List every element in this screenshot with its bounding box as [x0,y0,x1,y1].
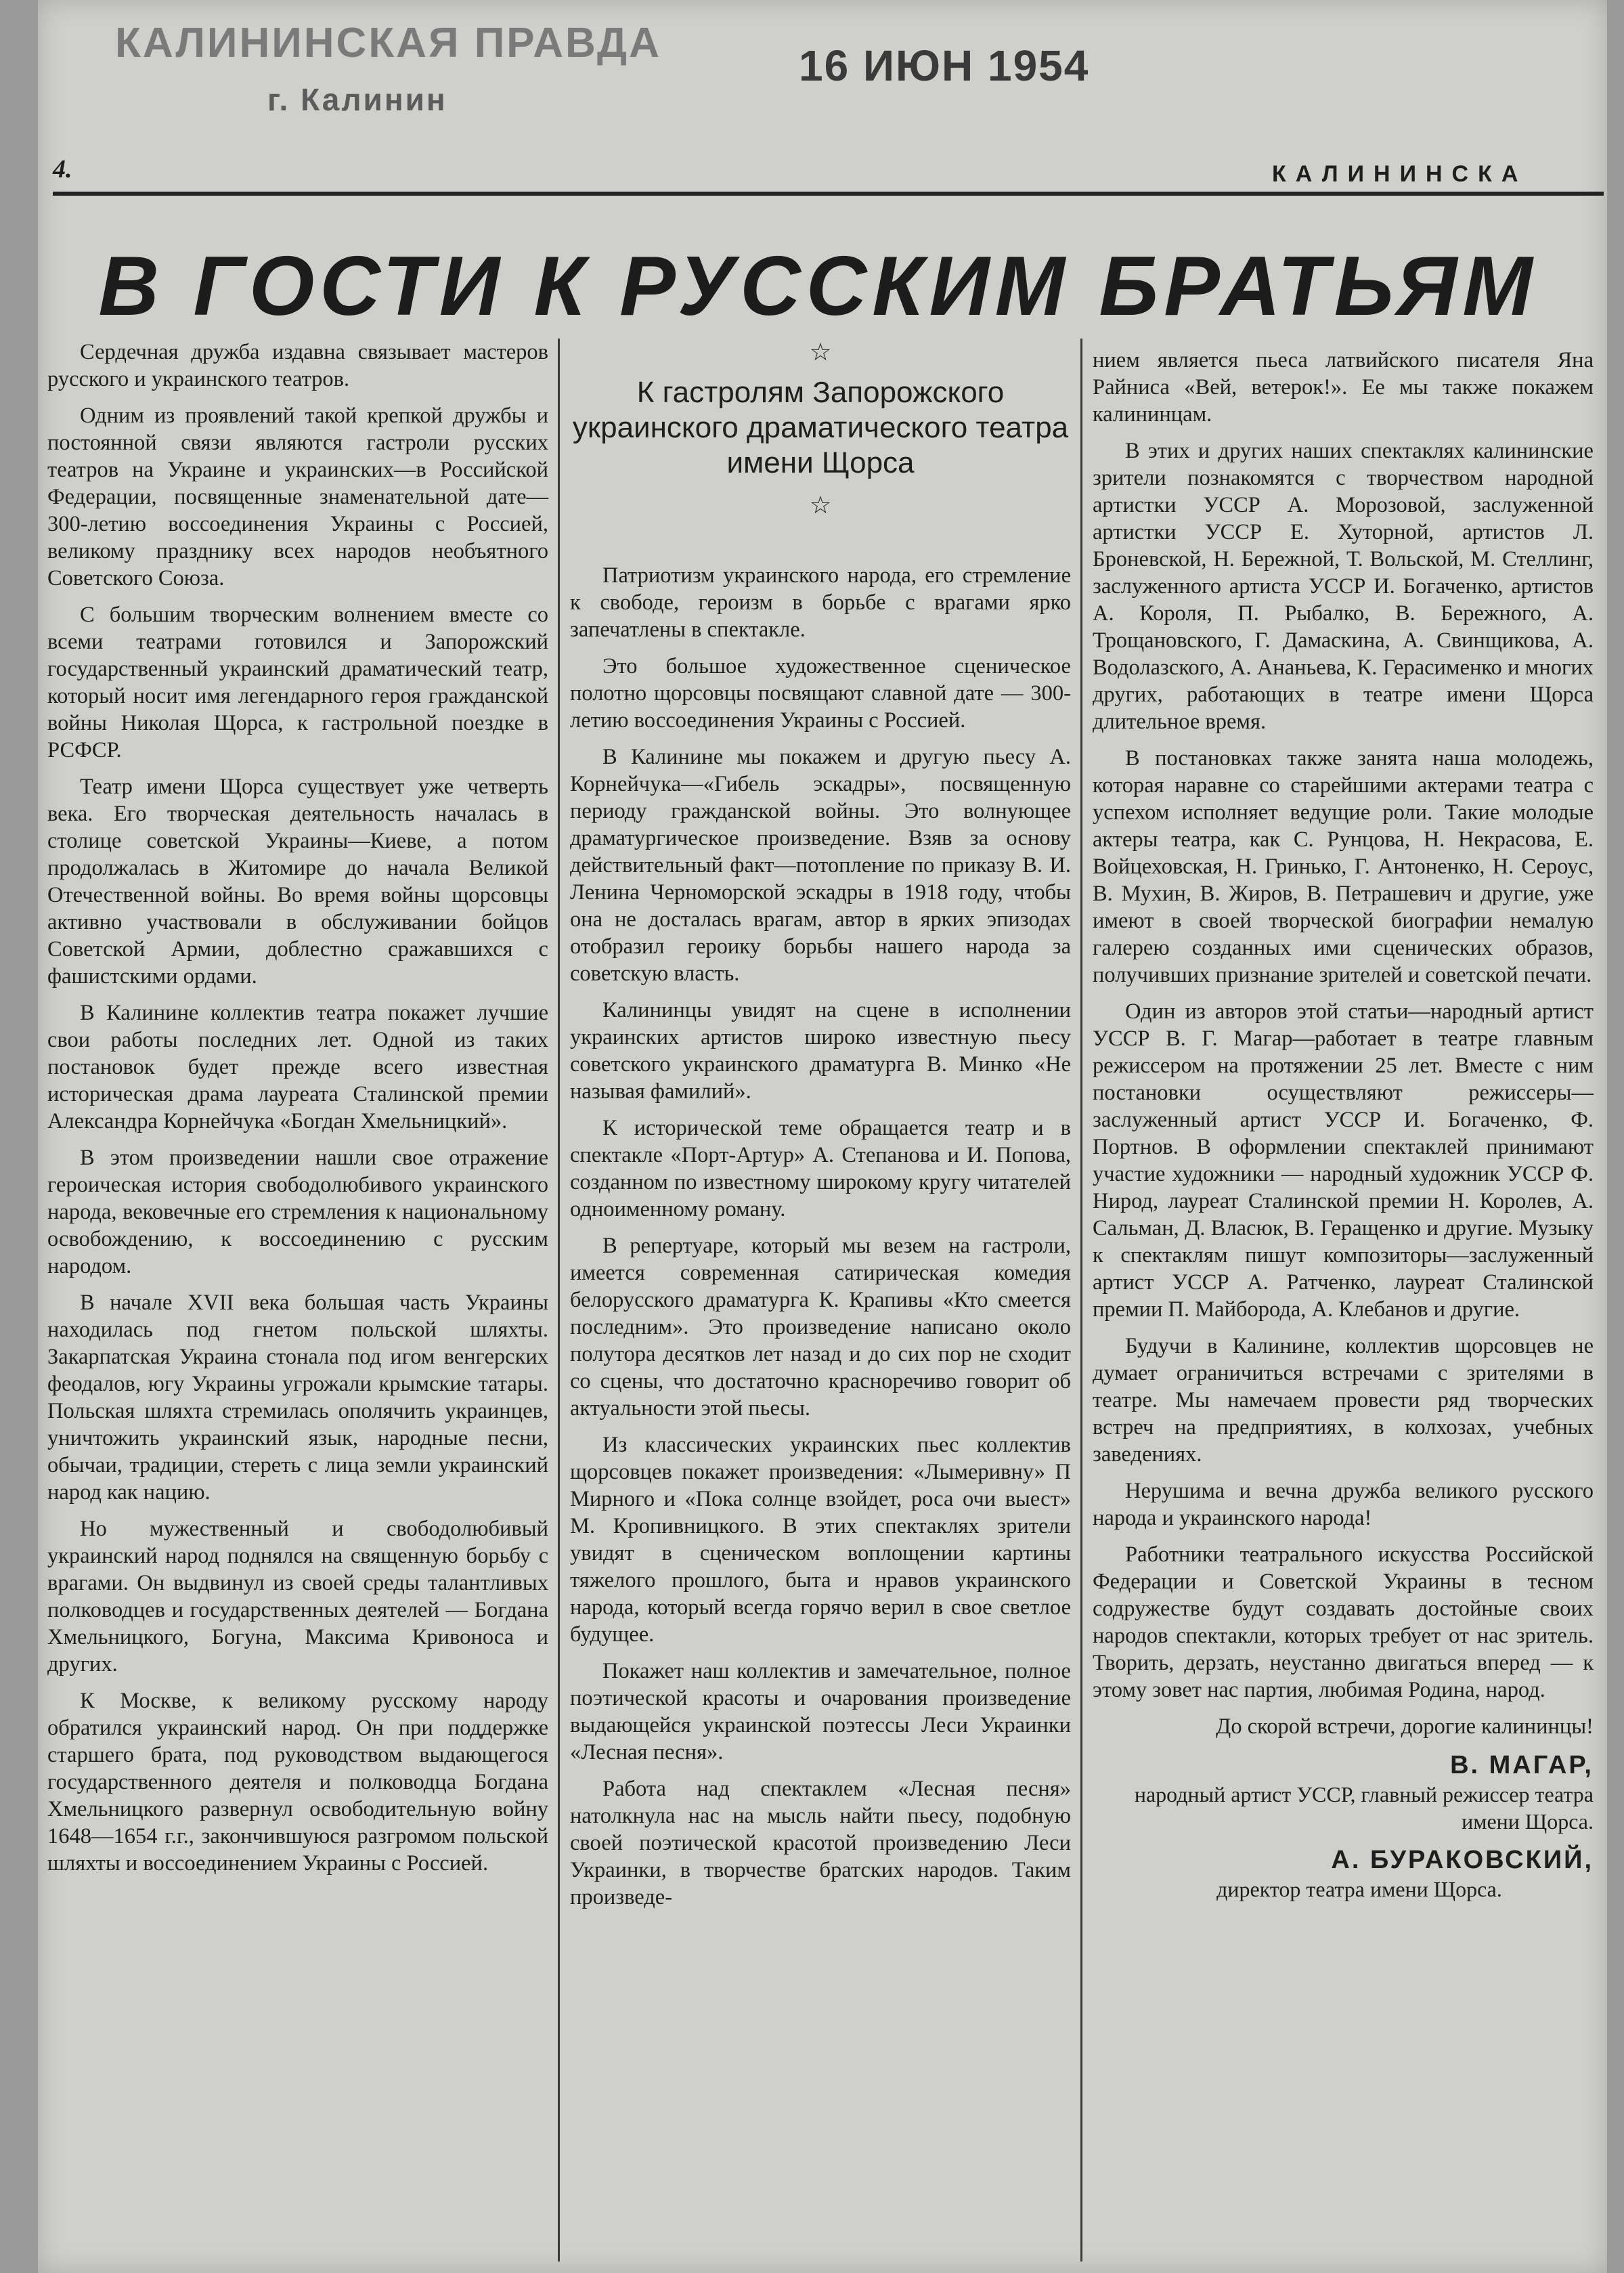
paragraph: С большим творческим волнением вместе со всеми театрами готовился и Запорожский государственный украинский драматический театр, который носит имя легендарного героя гражданской войны Николая Щорса, к гастрольной поездке в РСФСР. [47,603,548,762]
subtitle: К гастролям Запорожского украинского драматического театра имени Щорса [572,376,1069,479]
paragraph: Это большое художественное сценическое полотно щорсовцы посвящают славной дате — 300-летию воссоединения Украины с Россией. [570,654,1071,733]
paragraph: Один из авторов этой статьи—народный артист УССР В. Г. Магар—работает в театре главным режиссером на протяжении 25 лет. Вместе с ним постановки осуществляют режиссеры—заслуженный артист УССР И. Богаченко, Ф. Портнов. В оформлении спектаклей принимают участие художники — народный художник УССР Ф. Нирод, лауреат Сталинской премии Н. Королев, А. Сальман, Д. Власюк, В. Геращенко и другие. Музыку к спектаклям пишут композиторы—заслуженный артист УССР А. Ратченко, лауреат Сталинской премии П. Майборода, А. Клебанов и другие. [1093,999,1594,1322]
paragraph: Покажет наш коллектив и замечательное, полное поэтической красоты и очарования произведение выдающейся украинской поэтессы Леси Украинки «Лесная песня». [570,1659,1071,1765]
closing-line: До скорой встречи, дорогие калининцы! [1216,1714,1594,1739]
paragraph: Но мужественный и свободолюбивый украинский народ поднялся на священную борьбу с врагами. Он выдвинул из своей среды талантливых полководцев и государственных деятелей — Богдана Хмельницкого, Богуна, Максима Кривоноса и других. [47,1517,548,1676]
signature-name: А. БУРАКОВСКИЙ, [1331,1846,1594,1874]
signature-name: В. МАГАР, [1450,1751,1594,1779]
paragraph: Работа над спектаклем «Лесная песня» натолкнула нас на мысль найти пьесу, подобную своей поэтической красотой произведению Леси Украинки, в творчестве братских народов. Таким произведе- [570,1777,1071,1909]
paragraph: Нерушима и вечна дружба великого русского народа и украинского народа! [1093,1479,1594,1530]
paragraph: Калининцы увидят на сцене в исполнении украинских артистов широко известную пьесу советского украинского драматурга В. Минко «Не называя фамилий». [570,998,1071,1104]
paragraph: Будучи в Калинине, коллектив щорсовцев не думает ограничиться встречами с зрителями в театре. Мы намечаем провести ряд творческих встреч на предприятиях, в колхозах, учебных заведениях. [1093,1334,1594,1467]
paragraph: В этих и других наших спектаклях калининские зрители познакомятся с творчеством народной артистки УССР А. Морозовой, заслуженной артистки УССР Е. Хуторной, артистов Л. Броневской, Н. Бережной, Т. Вольской, М. Стеллинг, заслуженного артиста УССР И. Богаченко, артистов А. Короля, П. Рыбалко, В. Бережного, А. Трощановского, Г. Дамаскина, А. Свинщикова, А. Водолазского, А. Ананьева, К. Герасименко и многих других, работающих в театре имени Щорса длительное время. [1093,439,1594,734]
headline: В ГОСТИ К РУССКИМ БРАТЬЯМ [98,240,1538,333]
page-number: 4. [53,155,72,183]
signature-title: народный артист УССР, главный режиссер театра имени Щорса. [1134,1782,1594,1834]
top-rule [53,192,1604,196]
paragraph: В репертуаре, который мы везем на гастроли, имеется современная сатирическая комедия белорусского драматурга К. Крапивы «Кто смеется последним». Это произведение написано около полутора десятков лет назад и до сих пор не сходит со сцены, что достаточно красноречиво говорит об актуальности этой пьесы. [570,1234,1071,1421]
paragraph: Сердечная дружба издавна связывает мастеров русского и украинского театров. [47,340,548,391]
running-head: КАЛИНИНСКА [1272,161,1528,187]
paragraph: Из классических украинских пьес коллектив щорсовцев покажет произведения: «Лымеривну» П Мирного и «Пока солнце взойдет, роса очи выест» М. Кропивницкого. В этих спектаклях зрители увидят в сценическом воплощении картины тяжелого прошлого, быта и нравов украинского народа, который всегда горячо верил в свое светлое будущее. [570,1433,1071,1647]
signature-magar [1093,1750,1594,1835]
paragraph: В Калинине коллектив театра покажет лучшие свои работы последних лет. Одной из таких постановок будет прежде всего известная историческая драма лауреата Сталинской премии Александра Корнейчука «Богдан Хмельницкий». [47,1001,548,1133]
paragraph: Одним из проявлений такой крепкой дружбы и постоянной связи являются гастроли русских театров на Украине и украинских—в Российской Федерации, посвященные знаменательной дате—300-летию воссоединения Украины с Россией, великому празднику всех народов необъятного Советского Союза. [47,404,548,590]
paragraph: К Москве, к великому русскому народу обратился украинский народ. Он при поддержке старшего брата, под руководством выдающегося государственного деятеля и полководца Богдана Хмельницкого развернул освободительную войну 1648—1654 г.г., закончившуюся разгромом польской шляхты и воссоединением Украины с Россией. [47,1689,548,1876]
paragraph: Патриотизм украинского народа, его стремление к свободе, героизм в борьбе с врагами ярко запечатлены в спектакле. [570,563,1071,642]
article-column-3 [1093,347,1594,1912]
column-divider-1 [558,339,560,2261]
archive-stamp-newspaper: КАЛИНИНСКАЯ ПРАВДА [115,20,661,66]
paragraph: В этом произведении нашли свое отражение героическая история свободолюбивого украинского народа, вековечные его стремления к национальному освобождению, к воссоединению с русским народом. [47,1146,548,1278]
paragraph: В начале XVII века большая часть Украины находилась под гнетом польской шляхты. Закарпатская Украина стонала под игом венгерских феодалов, югу Украины угрожали крымские татары. Польская шляхта стремилась ополячить украинцев, уничтожить украинский язык, народные песни, обычаи, традиции, стереть с лица земли украинский народ как нацию. [47,1291,548,1504]
paragraph: Театр имени Щорса существует уже четверть века. Его творческая деятельность началась в столице советской Украины—Киеве, а потом продолжалась в Житомире до начала Великой Отечественной войны. Во время войны щорсовцы активно участвовали в обслуживании бойцов Советской Армии, доблестно сражавшихся с фашистскими ордами. [47,775,548,989]
star-ornament-top: ☆ [809,339,832,366]
paragraph: К исторической теме обращается театр и в спектакле «Порт-Артур» А. Степанова и И. Попова, созданном по известному широкому кругу читателей одноименному роману. [570,1116,1071,1221]
paragraph: В Калинине мы покажем и другую пьесу А. Корнейчука—«Гибель эскадры», посвященную периоду гражданской войны. Это волнующее драматургическое произведение. Взяв за основу действительный факт—потопление по приказу В. И. Ленина Черноморской эскадры в 1918 году, чтобы она не досталась врагам, автор в ярких эпизодах отобразил героику борьбы нашего народа за советскую власть. [570,745,1071,986]
paragraph: Работники театрального искусства Российской Федерации и Советской Украины в тесном содружестве будут создавать достойные своих народов спектакли, которых требует от нас зритель. Творить, дерзать, неустанно двигаться вперед — к этому зовет нас партия, любимая Родина, народ. [1093,1542,1594,1702]
paragraph: В постановках также занята наша молодежь, которая наравне со старейшими актерами театра с успехом исполняет ведущие роли. Такие молодые актеры театра, как С. Рунцова, Н. Некрасова, Е. Войцеховская, Н. Гринько, Г. Антоненко, Н. Сероус, В. Мухин, В. Жиров, В. Петрашевич и другие, уже имеют в своей творческой биографии немалую галерею созданных ими сценических образов, получивших признание зрителей и советской печати. [1093,746,1594,987]
archive-stamp-date: 16 ИЮН 1954 [799,41,1090,90]
paragraph: нием является пьеса латвийского писателя Яна Райниса «Вей, ветерок!». Ее мы также покажем калининцам. [1093,348,1594,427]
column-divider-2 [1080,339,1082,2261]
article-column-2 [570,562,1071,1920]
subtitle-block [570,339,1071,519]
signature-burakovsky [1093,1844,1594,1903]
signature-title: директор театра имени Щорса. [1216,1877,1502,1901]
star-ornament-bottom: ☆ [809,492,832,519]
archive-stamp-city: г. Калинин [267,82,447,117]
article-column-1 [47,339,548,1886]
